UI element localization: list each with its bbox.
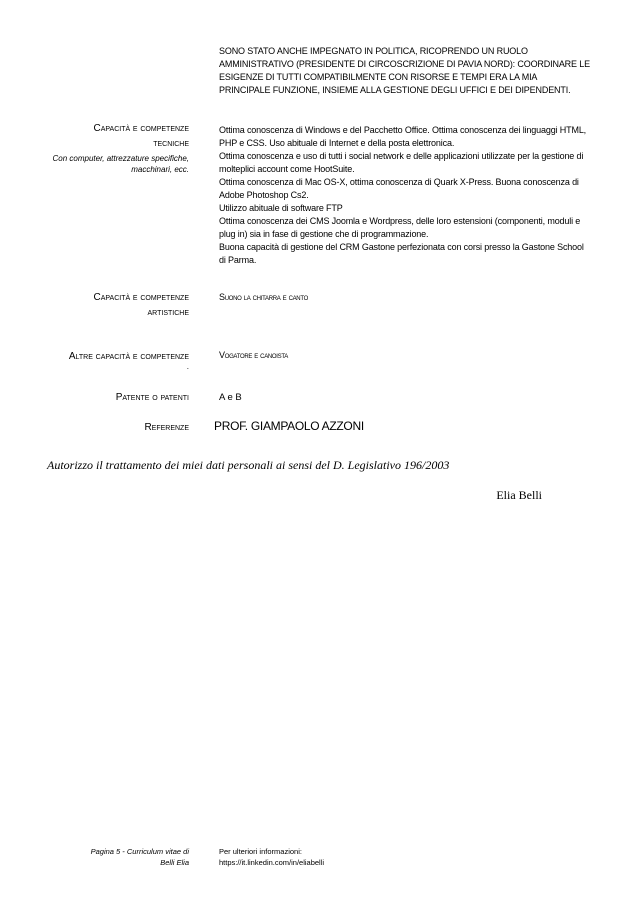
text-line: Ottima conoscenza di Windows e del Pacchetto Office. Ottima conoscenza dei linguaggi HTML, bbox=[219, 125, 587, 135]
text-line: Adobe Photoshop Cs2. bbox=[219, 190, 309, 200]
label-line: artistiche bbox=[147, 307, 189, 318]
footer-line: Belli Elia bbox=[160, 858, 189, 867]
text-line: SONO STATO ANCHE IMPEGNATO IN POLITICA, RICOPRENDO UN RUOLO bbox=[219, 46, 528, 56]
artistic-skills-label bbox=[94, 290, 190, 320]
driving-license-value: A e B bbox=[219, 392, 242, 403]
technical-skills-label bbox=[94, 121, 190, 151]
other-skills-label: Altre capacità e competenze bbox=[68, 351, 189, 362]
text-line: PHP e CSS. Uso abituale di Internet e della posta elettronica. bbox=[219, 138, 455, 148]
text-line: ESIGENZE DI TUTTI COMPATIBILMENTE CON RISORSE E TEMPI ERA LA MIA bbox=[219, 72, 538, 82]
label-line: Capacità e competenze bbox=[93, 292, 189, 303]
text-line: molteplici account come HootSuite. bbox=[219, 164, 355, 174]
footer-page-info bbox=[91, 846, 189, 868]
text-line: Ottima conoscenza dei CMS Joomla e Wordpress, delle loro estensioni (componenti, moduli e bbox=[219, 216, 581, 226]
text-line: AMMINISTRATIVO (PRESIDENTE DI CIRCOSCRIZIONE DI PAVIA NORD): COORDINARE LE bbox=[219, 59, 590, 69]
other-skills-dot: . bbox=[186, 362, 189, 371]
artistic-skills-value: Suono la chitarra e canto bbox=[219, 292, 308, 302]
linkedin-link[interactable]: https://it.linkedin.com/in/eliabelli bbox=[219, 858, 325, 867]
signature-name: Elia Belli bbox=[496, 488, 542, 502]
other-skills-value: Vogatore e canoista bbox=[219, 350, 288, 360]
text-line: plug in) sia in fase di gestione che di programmazione. bbox=[219, 229, 429, 239]
text-line: PRINCIPALE FUNZIONE, INSIEME ALLA GESTIONE DEGLI UFFICI E DEI DIPENDENTI. bbox=[219, 85, 571, 95]
text-line: Ottima conoscenza di Mac OS-X, ottima conoscenza di Quark X-Press. Buona conoscenza di bbox=[219, 177, 579, 187]
label-line: tecniche bbox=[153, 138, 189, 149]
technical-skills-value bbox=[219, 124, 601, 267]
references-value: PROF. GIAMPAOLO AZZONI bbox=[214, 419, 364, 433]
text-line: Utilizzo abituale di software FTP bbox=[219, 203, 343, 213]
references-label: Referenze bbox=[144, 422, 189, 433]
footer-contact-info bbox=[219, 846, 324, 868]
label-line: Capacità e competenze bbox=[93, 123, 189, 134]
text-line: Buona capacità di gestione del CRM Gastone perfezionata con corsi presso la Gastone School bbox=[219, 242, 584, 252]
footer-line: Per ulteriori informazioni: bbox=[219, 847, 302, 856]
sublabel-line: macchinari, ecc. bbox=[131, 165, 189, 174]
text-line: di Parma. bbox=[219, 255, 257, 265]
politics-paragraph bbox=[219, 45, 604, 97]
footer-line: Pagina 5 - Curriculum vitae di bbox=[90, 847, 189, 856]
text-line: Ottima conoscenza e uso di tutti i social network e delle applicazioni utilizzate per la gestione di bbox=[219, 151, 584, 161]
privacy-consent: Autorizzo il trattamento dei miei dati personali ai sensi del D. Legislativo 196/2003 bbox=[47, 458, 450, 472]
technical-skills-sublabel bbox=[52, 153, 189, 175]
driving-license-label: Patente o patenti bbox=[115, 392, 189, 403]
sublabel-line: Con computer, attrezzature specifiche, bbox=[52, 154, 189, 163]
